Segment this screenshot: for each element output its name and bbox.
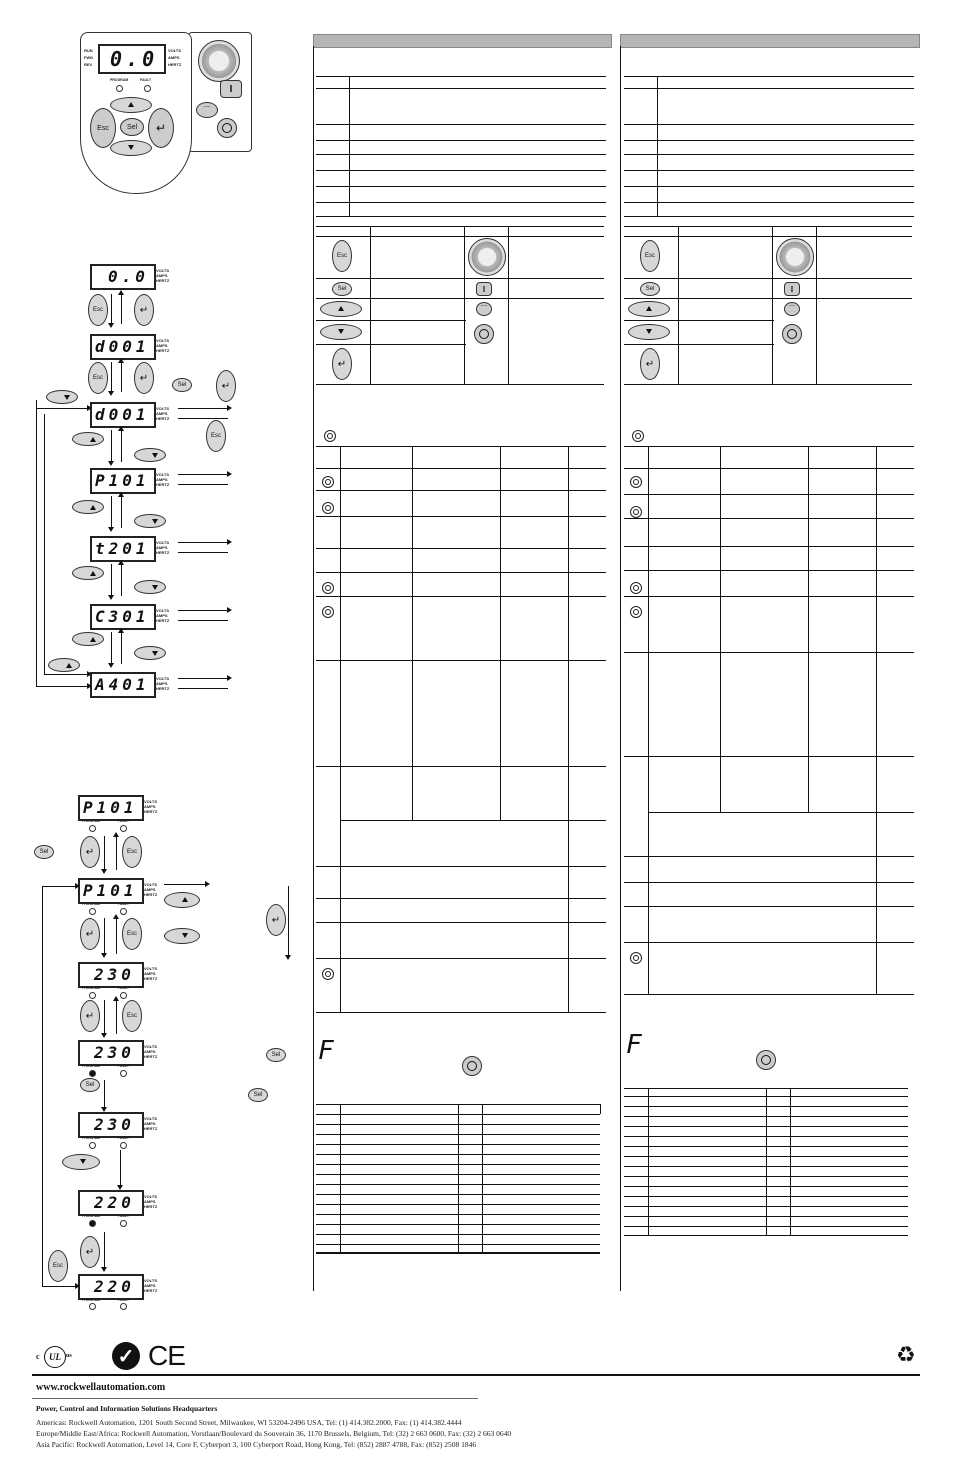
flow-units: VOLTS AMPS HERTZ xyxy=(156,338,170,353)
fault-led-label: FAULT xyxy=(118,1214,130,1218)
toggle-icon xyxy=(322,502,334,514)
up-arrow xyxy=(121,632,122,664)
loop-arrow xyxy=(44,674,88,675)
toggle-icon xyxy=(324,430,336,442)
unit-led-volts: VOLTS xyxy=(168,48,182,53)
lcd-value: 0.0 xyxy=(110,47,159,71)
fault-led-label: FAULT xyxy=(118,819,130,823)
enter-button[interactable]: ↵ xyxy=(80,1236,100,1268)
flow-display xyxy=(90,468,156,494)
footer-url[interactable]: www.rockwellautomation.com xyxy=(36,1382,166,1393)
enter-button[interactable]: ↵ xyxy=(148,108,174,148)
down-arrow xyxy=(120,1150,121,1186)
footer-rule xyxy=(32,1374,920,1376)
start-button[interactable]: I xyxy=(784,282,800,296)
unit-led-hertz: HERTZ xyxy=(168,62,182,67)
right-arrow xyxy=(178,610,228,611)
flow-units: VOLTS AMPS HERTZ xyxy=(156,472,170,487)
left-arrow xyxy=(178,484,228,485)
keypad-lcd xyxy=(98,44,166,74)
esc-button[interactable]: Esc xyxy=(88,294,108,326)
up-arrow-button[interactable] xyxy=(110,97,152,113)
down-arrow xyxy=(111,362,112,392)
toggle-icon xyxy=(632,430,644,442)
up-arrow-button[interactable] xyxy=(164,892,200,908)
edit-display-value: P101 xyxy=(83,881,138,900)
fault-led xyxy=(144,85,151,92)
down-arrow xyxy=(111,430,112,462)
down-arrow xyxy=(111,294,112,324)
footer-hq-title: Power, Control and Information Solutions Headquarters xyxy=(36,1404,218,1413)
flow-display-value: A401 xyxy=(95,675,150,694)
flow-display xyxy=(90,604,156,630)
sel-button[interactable]: Sel xyxy=(248,1088,268,1102)
edit-display xyxy=(78,1274,144,1300)
fault-led-label: FAULT xyxy=(118,1136,130,1140)
left-arrow xyxy=(178,620,228,621)
recycle-icon: ♻ xyxy=(896,1342,916,1367)
c-tick-mark: ✓ xyxy=(112,1342,140,1370)
sel-button[interactable]: Sel xyxy=(80,1078,100,1092)
up-arrow xyxy=(121,362,122,392)
fault-led-label: FAULT xyxy=(118,1064,130,1068)
toggle-icon xyxy=(322,476,334,488)
up-arrow xyxy=(116,918,117,954)
loop-line xyxy=(42,886,43,1286)
toggle-icon xyxy=(322,606,334,618)
left-arrow xyxy=(178,688,228,689)
down-arrow-button[interactable] xyxy=(134,580,166,594)
sel-button[interactable]: Sel xyxy=(120,118,144,136)
down-arrow xyxy=(104,836,105,870)
parameter-table-right xyxy=(624,428,914,994)
down-arrow-button[interactable] xyxy=(134,514,166,528)
up-arrow xyxy=(121,496,122,528)
unit-led-amps: AMPS xyxy=(168,55,180,60)
flow-display-value: d001 xyxy=(95,337,150,356)
up-arrow-button[interactable] xyxy=(72,500,104,514)
toggle-icon xyxy=(630,506,642,518)
esc-button[interactable]: Esc xyxy=(640,240,660,272)
enter-button[interactable]: ↵ xyxy=(134,294,154,326)
down-arrow xyxy=(111,564,112,596)
down-arrow xyxy=(104,918,105,954)
right-arrow xyxy=(164,884,206,885)
sel-button[interactable]: Sel xyxy=(34,845,54,859)
edit-display-value: 230 xyxy=(94,1115,135,1134)
flow-units: VOLTS AMPS HERTZ xyxy=(156,608,170,623)
column-rule xyxy=(313,46,314,1291)
reverse-button[interactable]: ⌒ xyxy=(784,302,800,316)
flow-display-value: t201 xyxy=(95,539,150,558)
fault-table-right xyxy=(624,1088,908,1236)
down-arrow xyxy=(104,1080,105,1108)
loop-line xyxy=(36,400,37,686)
program-led-label: PROGRAM xyxy=(82,1214,101,1218)
stop-button[interactable] xyxy=(462,1056,482,1076)
stop-button[interactable] xyxy=(217,118,237,138)
edit-display-value: 220 xyxy=(94,1193,135,1212)
right-arrow xyxy=(178,474,228,475)
edit-display xyxy=(78,1040,144,1066)
down-arrow xyxy=(111,496,112,528)
start-button[interactable]: I xyxy=(476,282,492,296)
fault-led-label: FAULT xyxy=(140,78,152,82)
loop-arrow xyxy=(42,1286,76,1287)
start-button[interactable]: I xyxy=(220,80,242,98)
flow-display-value: C301 xyxy=(95,607,150,626)
edit-units: VOLTS AMPS HERTZ xyxy=(144,966,158,981)
edit-units: VOLTS AMPS HERTZ xyxy=(144,1116,158,1131)
esc-button[interactable]: Esc xyxy=(332,240,352,272)
toggle-icon xyxy=(630,476,642,488)
ul-mark xyxy=(36,1346,86,1368)
edit-display xyxy=(78,1112,144,1138)
status-led-fwd: FWD xyxy=(84,55,94,60)
key-table-right xyxy=(624,226,912,384)
down-arrow-button[interactable] xyxy=(320,324,362,340)
flow-display-value: 0.0 xyxy=(108,267,149,286)
fault-symbol: F xyxy=(318,1036,334,1066)
led-table-right xyxy=(624,76,914,216)
status-led-rev: REV xyxy=(84,62,93,67)
edit-units: VOLTS AMPS HERTZ xyxy=(144,1278,158,1293)
down-arrow xyxy=(288,886,289,956)
fault-led xyxy=(120,992,127,999)
fault-led xyxy=(120,1220,127,1227)
up-arrow-button[interactable] xyxy=(628,301,670,317)
fault-led xyxy=(120,1070,127,1077)
footer-europe: Europe/Middle East/Africa: Rockwell Automation, Vorstlaan/Boulevard du Souverain 36, 1170 Brussels, Belgium, Tel: (32) 2 663 0600, Fax: (32) 2 663 0640 xyxy=(36,1429,512,1438)
loop-arrow xyxy=(42,886,76,887)
program-led-label: PROGRAM xyxy=(110,78,129,82)
up-arrow xyxy=(121,564,122,596)
led-table-left xyxy=(316,76,606,216)
program-led xyxy=(89,825,96,832)
fault-led-label: FAULT xyxy=(118,986,130,990)
up-arrow xyxy=(116,1000,117,1034)
flow-display xyxy=(90,536,156,562)
reverse-button[interactable]: ⌒ xyxy=(196,102,218,118)
enter-button[interactable]: ↵ xyxy=(80,1000,100,1032)
down-arrow-button[interactable] xyxy=(164,928,200,944)
up-arrow xyxy=(121,430,122,462)
parameter-table-left xyxy=(316,428,606,1012)
down-arrow-button[interactable] xyxy=(628,324,670,340)
down-arrow xyxy=(104,1000,105,1034)
footer-sub-rule xyxy=(32,1398,478,1399)
up-arrow-button[interactable] xyxy=(72,632,104,646)
edit-units: VOLTS AMPS HERTZ xyxy=(144,882,158,897)
enter-button[interactable]: ↵ xyxy=(80,918,100,950)
ul-logo: UL xyxy=(44,1346,66,1368)
up-arrow-button[interactable] xyxy=(48,658,80,672)
down-arrow xyxy=(104,1232,105,1268)
down-arrow-button[interactable] xyxy=(134,448,166,462)
program-led xyxy=(89,1220,96,1227)
loop-arrow xyxy=(36,408,88,409)
sel-button[interactable]: Sel xyxy=(640,282,660,296)
column-rule xyxy=(620,46,621,1291)
program-led-label: PROGRAM xyxy=(82,1064,101,1068)
toggle-icon xyxy=(630,606,642,618)
flow-display xyxy=(90,264,156,290)
edit-display xyxy=(78,962,144,988)
left-arrow xyxy=(178,552,228,553)
esc-button[interactable]: Esc xyxy=(90,108,116,148)
down-arrow-button[interactable] xyxy=(134,646,166,660)
left-arrow xyxy=(178,418,228,419)
esc-button[interactable]: Esc xyxy=(48,1250,68,1282)
ul-us: us xyxy=(66,1353,72,1359)
program-led xyxy=(89,992,96,999)
flow-units: VOLTS AMPS HERTZ xyxy=(156,540,170,555)
loop-arrow xyxy=(36,686,88,687)
reverse-button[interactable]: ⌒ xyxy=(476,302,492,316)
status-led-run: RUN xyxy=(84,48,93,53)
stop-button[interactable] xyxy=(782,324,802,344)
program-led xyxy=(89,1303,96,1310)
fault-symbol: F xyxy=(626,1030,642,1060)
flow-display xyxy=(90,334,156,360)
esc-button[interactable]: Esc xyxy=(88,362,108,394)
sel-button[interactable]: Sel xyxy=(266,1048,286,1062)
program-led-label: PROGRAM xyxy=(82,1298,101,1302)
edit-display-value: 230 xyxy=(94,965,135,984)
flow-units: VOLTS AMPS HERTZ xyxy=(156,268,170,283)
edit-display-value: P101 xyxy=(83,798,138,817)
edit-display xyxy=(78,878,144,904)
toggle-icon xyxy=(630,952,642,964)
ul-c: c xyxy=(36,1352,40,1361)
enter-button[interactable]: ↵ xyxy=(266,904,286,936)
edit-display xyxy=(78,795,144,821)
up-arrow-button[interactable] xyxy=(72,566,104,580)
enter-button[interactable]: ↵ xyxy=(332,348,352,380)
fault-led xyxy=(120,1142,127,1149)
sel-button[interactable]: Sel xyxy=(172,378,192,392)
speed-potentiometer[interactable] xyxy=(198,40,240,82)
down-arrow-button[interactable] xyxy=(62,1154,100,1170)
down-arrow-button[interactable] xyxy=(110,140,152,156)
footer-asia: Asia Pacific: Rockwell Automation, Level 14, Core F, Cyberport 3, 100 Cyberport Road, Hong Kong, Tel: (852) 2887 4788, Fax: (852) 2508 1846 xyxy=(36,1440,477,1449)
up-arrow-button[interactable] xyxy=(72,432,104,446)
edit-display-value: 230 xyxy=(94,1043,135,1062)
flow-display xyxy=(90,402,156,428)
speed-potentiometer[interactable] xyxy=(468,238,506,276)
flow-units: VOLTS AMPS HERTZ xyxy=(156,406,170,421)
up-arrow xyxy=(121,294,122,324)
program-led-label: PROGRAM xyxy=(82,902,101,906)
edit-display xyxy=(78,1190,144,1216)
right-arrow xyxy=(178,408,228,409)
edit-units: VOLTS AMPS HERTZ xyxy=(144,799,158,814)
right-arrow xyxy=(178,542,228,543)
program-led xyxy=(116,85,123,92)
fault-led xyxy=(120,825,127,832)
down-arrow xyxy=(111,632,112,664)
up-arrow-button[interactable] xyxy=(320,301,362,317)
flow-display-value: d001 xyxy=(95,405,150,424)
fault-table-left xyxy=(316,1104,600,1254)
esc-button[interactable]: Esc xyxy=(122,836,142,868)
edit-display-value: 220 xyxy=(94,1277,135,1296)
stop-button[interactable] xyxy=(756,1050,776,1070)
enter-button[interactable]: ↵ xyxy=(216,370,236,402)
column-header-bar xyxy=(313,34,612,48)
sel-button[interactable]: Sel xyxy=(332,282,352,296)
fault-led xyxy=(120,908,127,915)
key-table-left xyxy=(316,226,604,384)
esc-button[interactable]: Esc xyxy=(122,918,142,950)
loop-line xyxy=(44,414,45,674)
down-arrow-button[interactable] xyxy=(46,390,78,404)
program-led-label: PROGRAM xyxy=(82,819,101,823)
fault-led xyxy=(120,1303,127,1310)
toggle-icon xyxy=(322,968,334,980)
edit-units: VOLTS AMPS HERTZ xyxy=(144,1044,158,1059)
ce-mark: CE xyxy=(148,1340,185,1371)
fault-led-label: FAULT xyxy=(118,1298,130,1302)
right-arrow xyxy=(178,678,228,679)
enter-button[interactable]: ↵ xyxy=(134,362,154,394)
program-led xyxy=(89,1070,96,1077)
esc-button[interactable]: Esc xyxy=(122,1000,142,1032)
edit-units: VOLTS AMPS HERTZ xyxy=(144,1194,158,1209)
enter-button[interactable]: ↵ xyxy=(80,836,100,868)
footer-americas: Americas: Rockwell Automation, 1201 South Second Street, Milwaukee, WI 53204-2496 USA, Tel: (1) 414.382.2000, Fax: (1) 414.382.4444 xyxy=(36,1418,462,1427)
up-arrow xyxy=(116,836,117,870)
speed-potentiometer[interactable] xyxy=(776,238,814,276)
esc-button[interactable]: Esc xyxy=(206,420,226,452)
enter-button[interactable]: ↵ xyxy=(640,348,660,380)
toggle-icon xyxy=(322,582,334,594)
flow-display-value: P101 xyxy=(95,471,150,490)
column-header-bar xyxy=(620,34,920,48)
stop-button[interactable] xyxy=(474,324,494,344)
program-led xyxy=(89,1142,96,1149)
flow-units: VOLTS AMPS HERTZ xyxy=(156,676,170,691)
program-led-label: PROGRAM xyxy=(82,1136,101,1140)
fault-led-label: FAULT xyxy=(118,902,130,906)
flow-display xyxy=(90,672,156,698)
program-led xyxy=(89,908,96,915)
program-led-label: PROGRAM xyxy=(82,986,101,990)
toggle-icon xyxy=(630,582,642,594)
